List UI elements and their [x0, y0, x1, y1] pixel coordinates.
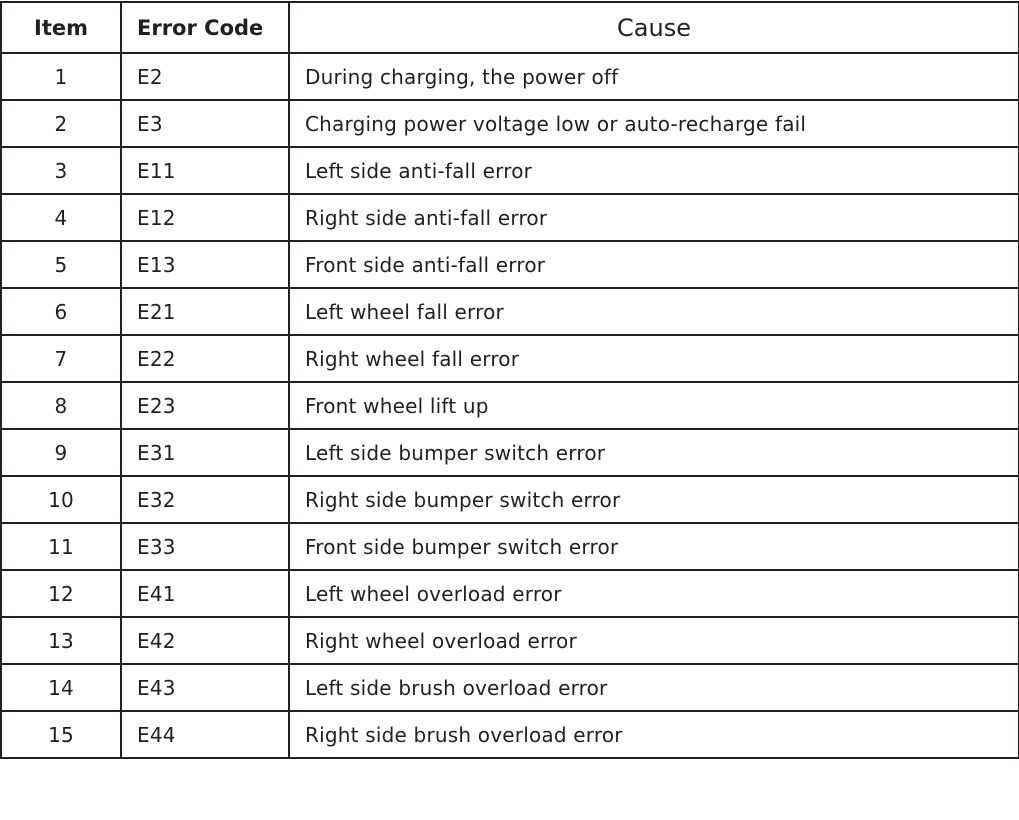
table-row — [1, 100, 1019, 147]
item-number-cell: 4 — [1, 194, 121, 241]
error-code-cell: E12 — [121, 194, 289, 241]
table-row — [1, 476, 1019, 523]
table-row — [1, 429, 1019, 476]
item-number-cell: 2 — [1, 100, 121, 147]
cause-cell: Right wheel overload error — [289, 617, 1019, 664]
table-row — [1, 335, 1019, 382]
cause-cell: Right side brush overload error — [289, 711, 1019, 758]
cause-cell: Right side bumper switch error — [289, 476, 1019, 523]
table-row — [1, 53, 1019, 100]
table-row — [1, 288, 1019, 335]
cause-cell: During charging, the power off — [289, 53, 1019, 100]
error-code-cell: E21 — [121, 288, 289, 335]
error-code-cell: E42 — [121, 617, 289, 664]
item-number-cell: 5 — [1, 241, 121, 288]
item-number-cell: 13 — [1, 617, 121, 664]
table-row — [1, 147, 1019, 194]
item-number-cell: 12 — [1, 570, 121, 617]
cause-cell: Front side bumper switch error — [289, 523, 1019, 570]
item-number-cell: 1 — [1, 53, 121, 100]
cause-cell: Front wheel lift up — [289, 382, 1019, 429]
table-row — [1, 711, 1019, 758]
error-code-cell: E33 — [121, 523, 289, 570]
error-code-cell: E11 — [121, 147, 289, 194]
table-row — [1, 664, 1019, 711]
item-number-cell: 15 — [1, 711, 121, 758]
cause-cell: Charging power voltage low or auto-recharge fail — [289, 100, 1019, 147]
error-code-cell: E31 — [121, 429, 289, 476]
item-number-cell: 9 — [1, 429, 121, 476]
error-code-cell: E22 — [121, 335, 289, 382]
cause-cell: Left wheel overload error — [289, 570, 1019, 617]
column-header-item: Item — [1, 2, 121, 53]
table-row — [1, 523, 1019, 570]
table-header-row — [1, 2, 1019, 53]
item-number-cell: 10 — [1, 476, 121, 523]
cause-cell: Right side anti-fall error — [289, 194, 1019, 241]
error-code-table — [0, 1, 1019, 759]
error-code-cell: E43 — [121, 664, 289, 711]
table-row — [1, 241, 1019, 288]
error-code-cell: E3 — [121, 100, 289, 147]
cause-cell: Right wheel fall error — [289, 335, 1019, 382]
column-header-error-code: Error Code — [121, 2, 289, 53]
cause-cell: Left side anti-fall error — [289, 147, 1019, 194]
item-number-cell: 6 — [1, 288, 121, 335]
item-number-cell: 11 — [1, 523, 121, 570]
cause-cell: Left side bumper switch error — [289, 429, 1019, 476]
error-code-cell: E32 — [121, 476, 289, 523]
cause-cell: Front side anti-fall error — [289, 241, 1019, 288]
column-header-cause: Cause — [289, 2, 1019, 53]
item-number-cell: 3 — [1, 147, 121, 194]
table-row — [1, 194, 1019, 241]
item-number-cell: 8 — [1, 382, 121, 429]
error-code-cell: E41 — [121, 570, 289, 617]
item-number-cell: 14 — [1, 664, 121, 711]
table-row — [1, 617, 1019, 664]
table-row — [1, 570, 1019, 617]
error-code-cell: E13 — [121, 241, 289, 288]
table-row — [1, 382, 1019, 429]
cause-cell: Left wheel fall error — [289, 288, 1019, 335]
error-code-cell: E2 — [121, 53, 289, 100]
item-number-cell: 7 — [1, 335, 121, 382]
error-code-cell: E44 — [121, 711, 289, 758]
cause-cell: Left side brush overload error — [289, 664, 1019, 711]
error-code-cell: E23 — [121, 382, 289, 429]
error-code-table-container — [0, 1, 1018, 759]
